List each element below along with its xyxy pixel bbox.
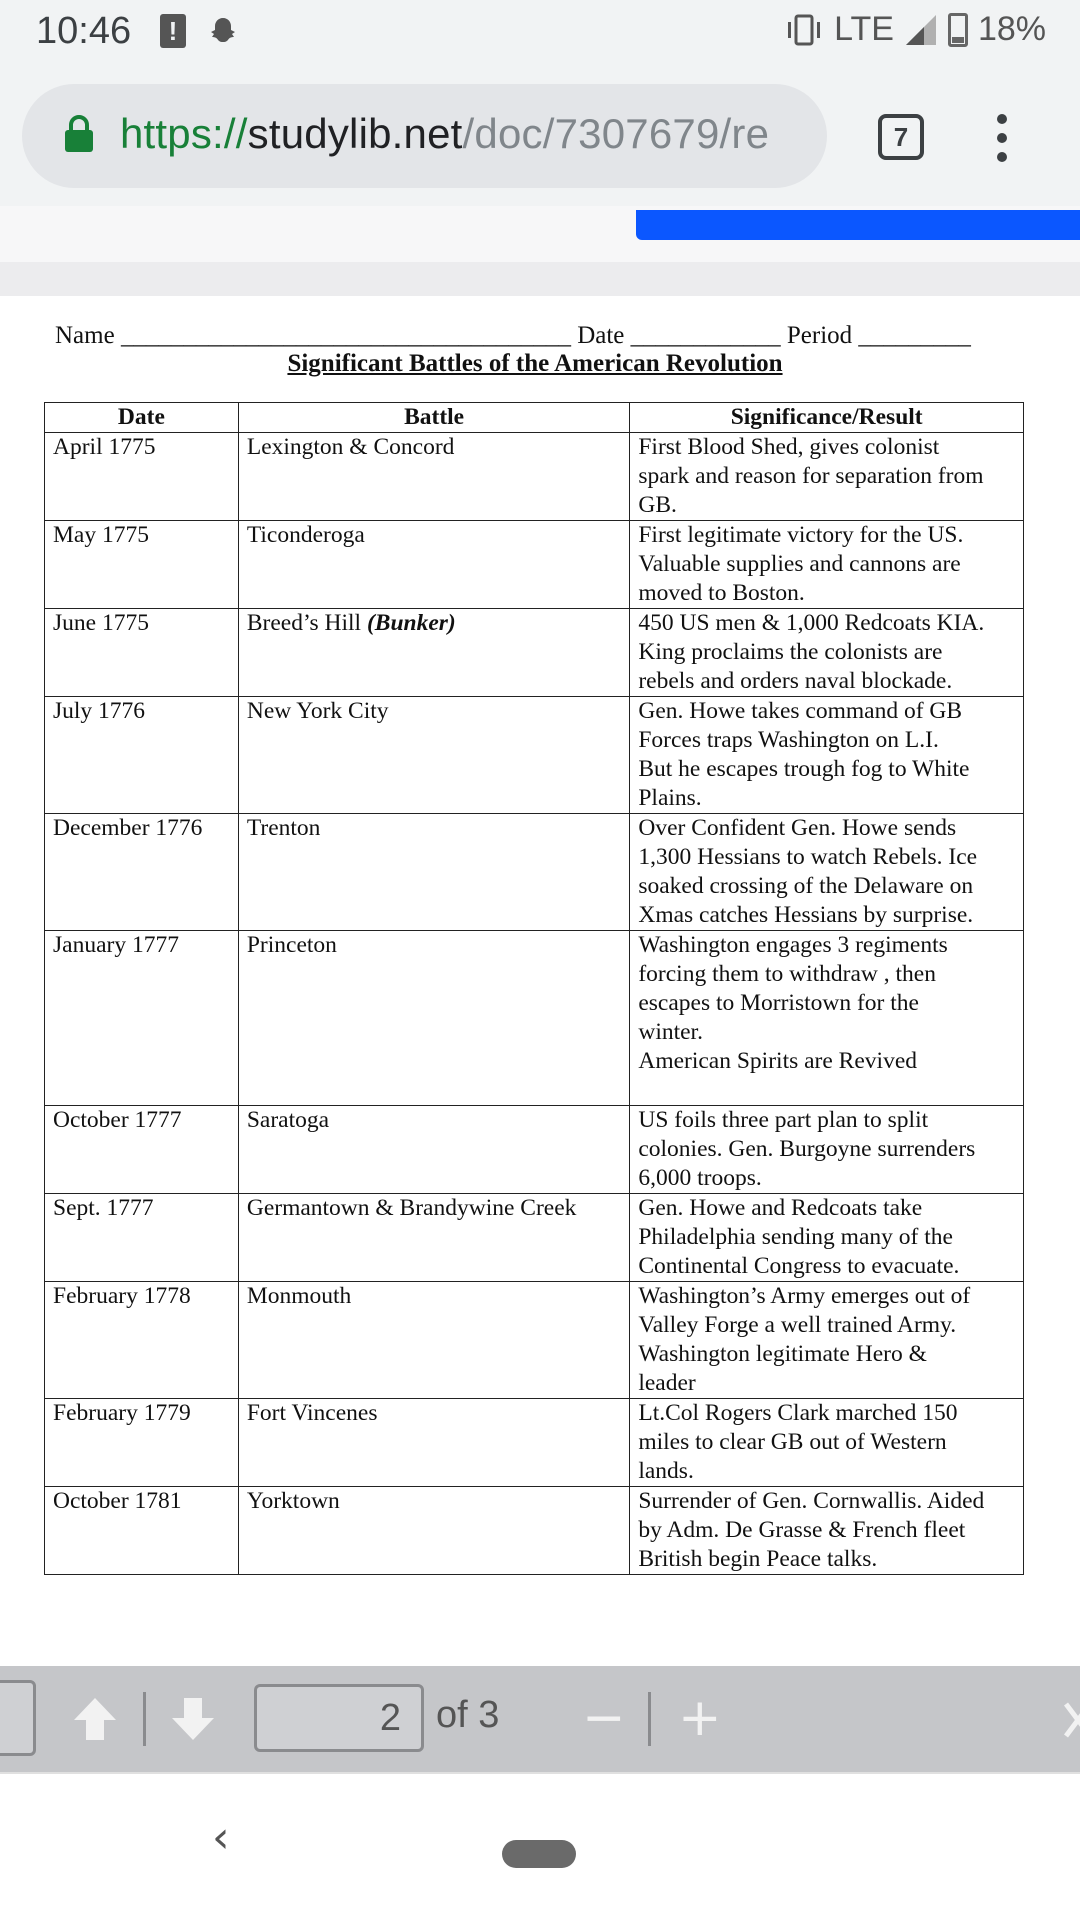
close-icon[interactable] xyxy=(1062,1700,1080,1740)
signal-icon xyxy=(904,13,938,47)
vibrate-icon xyxy=(784,13,824,47)
battle-name: Trenton xyxy=(246,815,321,841)
cell-result xyxy=(630,1487,1024,1575)
result-line: Forces traps Washington on L.I. xyxy=(638,727,939,753)
table-row xyxy=(45,1282,1024,1399)
battle-name: Lexington & Concord xyxy=(246,434,455,460)
result-line: Continental Congress to evacuate. xyxy=(638,1253,960,1279)
result-line: miles to clear GB out of Western xyxy=(638,1429,947,1455)
cell-battle xyxy=(238,521,630,609)
battery-icon xyxy=(948,13,968,47)
result-line: 1,300 Hessians to watch Rebels. Ice xyxy=(638,844,978,870)
table-row xyxy=(45,1194,1024,1282)
table-row xyxy=(45,521,1024,609)
battle-name: Monmouth xyxy=(246,1283,352,1309)
cell-date: February 1778 xyxy=(45,1282,239,1399)
previous-page-icon[interactable] xyxy=(70,1694,120,1744)
snapchat-ghost-icon xyxy=(208,16,238,46)
page-divider xyxy=(0,262,1080,296)
name-date-period-line: Name ____________________________________ Date ____________ Period _________ xyxy=(55,322,971,349)
result-line: Gen. Howe and Redcoats take xyxy=(638,1195,923,1221)
result-line: moved to Boston. xyxy=(638,580,805,606)
cell-result xyxy=(630,521,1024,609)
result-line: King proclaims the colonists are xyxy=(638,639,943,665)
result-line: 450 US men & 1,000 Redcoats KIA. xyxy=(638,610,985,636)
cell-result xyxy=(630,931,1024,1106)
url-bar[interactable] xyxy=(22,84,827,188)
cell-result xyxy=(630,1106,1024,1194)
cell-date: April 1775 xyxy=(45,433,239,521)
battle-name: Ticonderoga xyxy=(246,522,365,548)
cell-battle xyxy=(238,1487,630,1575)
table-body xyxy=(45,433,1024,1575)
download-button[interactable] xyxy=(636,210,1080,240)
table-row xyxy=(45,931,1024,1106)
header-date: Date xyxy=(45,403,239,433)
battle-name: New York City xyxy=(246,698,389,724)
result-line: British begin Peace talks. xyxy=(638,1546,878,1572)
table-row xyxy=(45,1106,1024,1194)
cell-result xyxy=(630,1194,1024,1282)
status-time: 10:46 xyxy=(36,10,132,52)
result-line: spark and reason for separation from xyxy=(638,463,984,489)
cell-date: October 1781 xyxy=(45,1487,239,1575)
cell-result xyxy=(630,1399,1024,1487)
result-line: Over Confident Gen. Howe sends xyxy=(638,815,957,841)
sidebar-toggle-button[interactable] xyxy=(0,1680,36,1756)
url-text: https://studylib.net/doc/7307679/re xyxy=(120,110,770,157)
cell-battle xyxy=(238,609,630,697)
cell-result xyxy=(630,697,1024,814)
document-title: Significant Battles of the American Revolution xyxy=(287,350,783,377)
result-line: Gen. Howe takes command of GB xyxy=(638,698,963,724)
pdf-toolbar xyxy=(0,1666,1080,1772)
back-icon[interactable]: ‹ xyxy=(212,1812,230,1863)
result-line: US foils three part plan to split xyxy=(638,1107,929,1133)
battle-name: Germantown & Brandywine Creek xyxy=(246,1195,577,1221)
network-type: LTE xyxy=(834,10,894,48)
cell-result xyxy=(630,814,1024,931)
result-line: Surrender of Gen. Cornwallis. Aided xyxy=(638,1488,985,1514)
cell-date: October 1777 xyxy=(45,1106,239,1194)
menu-more-icon[interactable] xyxy=(996,114,1008,162)
table-row xyxy=(45,433,1024,521)
cell-date: Sept. 1777 xyxy=(45,1194,239,1282)
battle-name: Saratoga xyxy=(246,1107,330,1133)
cell-battle xyxy=(238,1194,630,1282)
cell-battle xyxy=(238,1399,630,1487)
result-line: Washington engages 3 regiments xyxy=(638,932,948,958)
cell-date: May 1775 xyxy=(45,521,239,609)
result-line: colonies. Gen. Burgoyne surrenders xyxy=(638,1136,976,1162)
table-row xyxy=(45,609,1024,697)
table-header-row xyxy=(45,403,1024,433)
result-line: Valuable supplies and cannons are xyxy=(638,551,961,577)
battle-name: Princeton xyxy=(246,932,337,958)
cell-battle xyxy=(238,1282,630,1399)
battle-name: Fort Vincenes xyxy=(246,1400,378,1426)
cell-date: January 1777 xyxy=(45,931,239,1106)
result-line: leader xyxy=(638,1370,696,1396)
result-line: Philadelphia sending many of the xyxy=(638,1224,953,1250)
page-total-label: of 3 xyxy=(436,1694,500,1736)
battles-table xyxy=(44,402,1024,1575)
cell-result xyxy=(630,433,1024,521)
result-line: 6,000 troops. xyxy=(638,1165,762,1191)
table-row xyxy=(45,1487,1024,1575)
cell-battle xyxy=(238,697,630,814)
cell-date: February 1779 xyxy=(45,1399,239,1487)
browser-toolbar xyxy=(0,66,1080,206)
home-pill-icon[interactable] xyxy=(502,1840,576,1868)
result-line: First Blood Shed, gives colonist xyxy=(638,434,940,460)
cell-result xyxy=(630,1282,1024,1399)
result-line: Plains. xyxy=(638,785,702,811)
header-result: Significance/Result xyxy=(630,403,1024,433)
result-line: rebels and orders naval blockade. xyxy=(638,668,953,694)
page-number-input[interactable]: 2 xyxy=(254,1684,424,1752)
notification-alert-icon: ! xyxy=(160,14,186,48)
result-line: Xmas catches Hessians by surprise. xyxy=(638,902,974,928)
result-line: First legitimate victory for the US. xyxy=(638,522,964,548)
next-page-icon[interactable] xyxy=(168,1694,218,1744)
result-line: American Spirits are Revived xyxy=(638,1048,917,1074)
table-row xyxy=(45,697,1024,814)
result-line: by Adm. De Grasse & French fleet xyxy=(638,1517,966,1543)
result-line: lands. xyxy=(638,1458,694,1484)
result-line: GB. xyxy=(638,492,677,518)
tab-switcher-button[interactable]: 7 xyxy=(878,114,924,160)
result-line: soaked crossing of the Delaware on xyxy=(638,873,974,899)
cell-date: December 1776 xyxy=(45,814,239,931)
result-line: Washington legitimate Hero & xyxy=(638,1341,927,1367)
table-row xyxy=(45,1399,1024,1487)
cell-result xyxy=(630,609,1024,697)
result-line: Washington’s Army emerges out of xyxy=(638,1283,971,1309)
document-page xyxy=(0,296,1080,1666)
toolbar-separator xyxy=(143,1692,146,1746)
battery-percent: 18% xyxy=(977,10,1046,48)
zoom-out-button[interactable]: − xyxy=(582,1688,626,1748)
battle-name: Breed’s Hill xyxy=(246,610,362,636)
cell-battle xyxy=(238,1106,630,1194)
result-line: But he escapes trough fog to White xyxy=(638,756,970,782)
cell-battle xyxy=(238,433,630,521)
result-line: forcing them to withdraw , then xyxy=(638,961,936,987)
system-nav-bar xyxy=(0,1772,1080,1920)
result-line: escapes to Morristown for the xyxy=(638,990,919,1016)
battle-name: Yorktown xyxy=(246,1488,340,1514)
table-row xyxy=(45,814,1024,931)
result-line: winter. xyxy=(638,1019,703,1045)
cell-battle xyxy=(238,814,630,931)
status-bar xyxy=(0,0,1080,66)
result-line: Valley Forge a well trained Army. xyxy=(638,1312,957,1338)
cell-date: June 1775 xyxy=(45,609,239,697)
zoom-in-button[interactable]: + xyxy=(678,1688,722,1748)
header-battle: Battle xyxy=(238,403,630,433)
result-line xyxy=(638,1076,1015,1105)
battle-alt-name: (Bunker) xyxy=(366,610,456,636)
cell-battle xyxy=(238,931,630,1106)
toolbar-separator xyxy=(648,1692,651,1746)
lock-icon xyxy=(62,114,96,154)
result-line: Lt.Col Rogers Clark marched 150 xyxy=(638,1400,958,1426)
cell-date: July 1776 xyxy=(45,697,239,814)
